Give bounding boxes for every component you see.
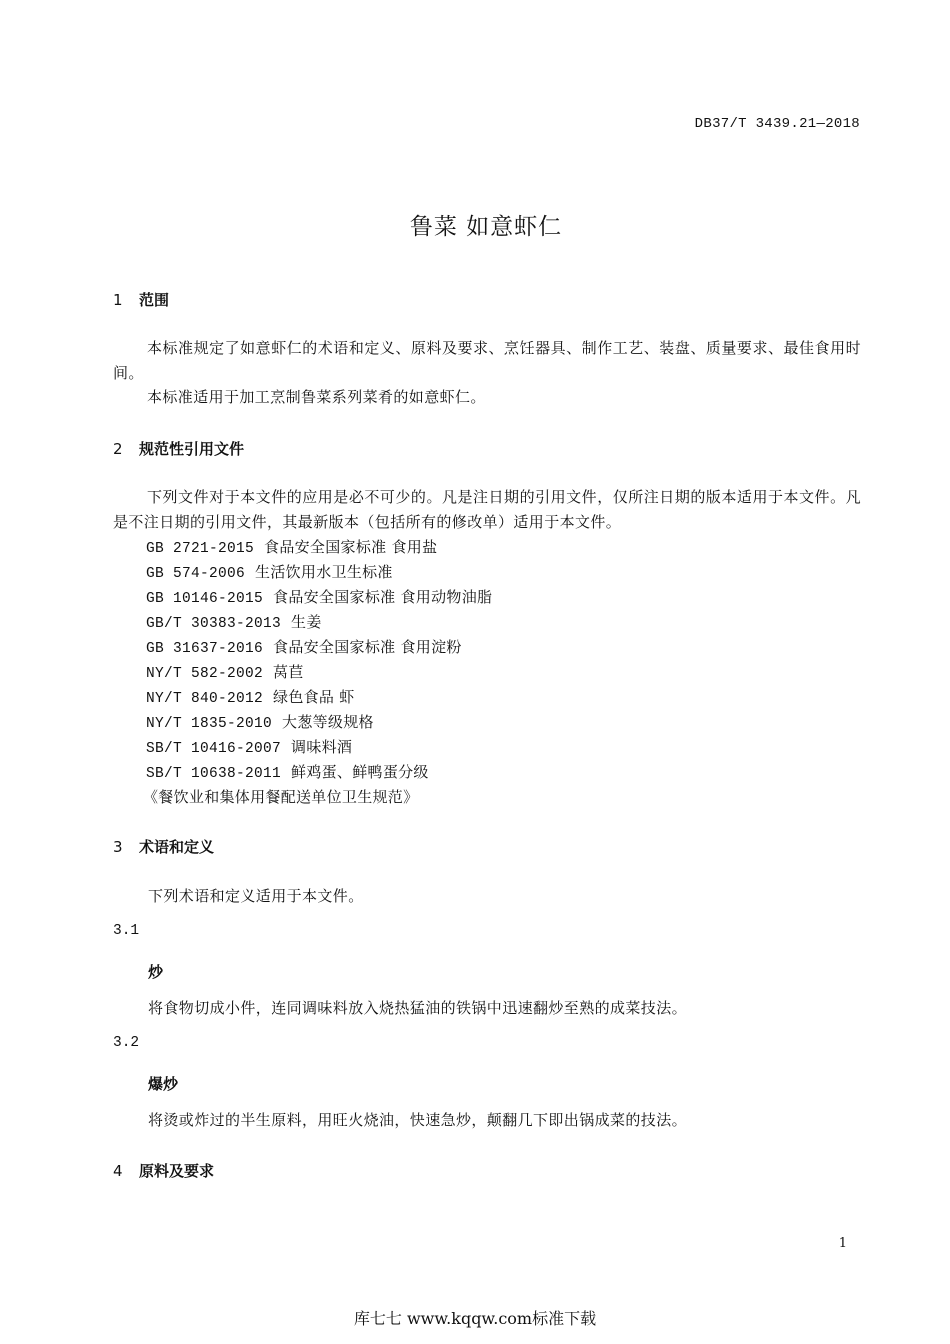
reference-name: 调味料酒 <box>291 738 353 756</box>
page-number: 1 <box>838 1236 847 1251</box>
section-heading-raw-materials <box>113 1160 214 1181</box>
reference-code: GB 2721-2015 <box>146 541 255 557</box>
section-title: 规范性引用文件 <box>139 440 245 458</box>
section-title: 范围 <box>139 291 170 309</box>
reference-code: GB 574-2006 <box>146 566 246 582</box>
terms-intro-paragraph: 下列术语和定义适用于本文件。 <box>148 887 364 905</box>
section-number: 3 <box>113 838 123 856</box>
reference-item <box>146 586 492 607</box>
reference-name: 食品安全国家标准 食用动物油脂 <box>273 588 493 606</box>
term-definition: 将食物切成小件，连同调味料放入烧热猛油的铁锅中迅速翻炒至熟的成菜技法。 <box>148 999 688 1017</box>
reference-name: 鲜鸡蛋、鲜鸭蛋分级 <box>291 763 429 781</box>
section-number: 2 <box>113 440 123 458</box>
scope-paragraph-1: 本标准规定了如意虾仁的术语和定义、原料及要求、烹饪器具、制作工艺、装盘、质量要求、最佳食用时间。 <box>113 339 861 382</box>
reference-name: 生姜 <box>291 613 322 631</box>
section-heading-terms-definitions <box>113 836 214 857</box>
section-heading-scope <box>113 289 169 310</box>
reference-code: NY/T 582-2002 <box>146 666 264 682</box>
reference-item <box>146 536 437 557</box>
reference-code: NY/T 1835-2010 <box>146 716 273 732</box>
reference-name: 食品安全国家标准 食用淀粉 <box>273 638 462 656</box>
reference-code: NY/T 840-2012 <box>146 691 264 707</box>
section-heading-normative-references <box>113 438 244 459</box>
term-name: 炒 <box>148 963 164 981</box>
scope-paragraph-2: 本标准适用于加工烹制鲁菜系列菜肴的如意虾仁。 <box>147 388 486 406</box>
section-number: 4 <box>113 1162 123 1180</box>
reference-item <box>146 761 429 782</box>
reference-item-hygiene-code: 《餐饮业和集体用餐配送单位卫生规范》 <box>143 788 419 806</box>
page-title: 鲁菜 如意虾仁 <box>409 214 563 240</box>
reference-item <box>146 711 374 732</box>
section-title: 术语和定义 <box>139 838 215 856</box>
section-number: 1 <box>113 291 123 309</box>
reference-name: 大葱等级规格 <box>282 713 374 731</box>
footer-watermark: 库七七 www.kqqw.com标准下载 <box>353 1309 597 1328</box>
reference-item <box>146 686 355 707</box>
reference-item <box>146 561 393 582</box>
reference-code: GB 31637-2016 <box>146 641 264 657</box>
section-title: 原料及要求 <box>139 1162 215 1180</box>
term-number: 3.1 <box>113 923 140 939</box>
reference-code: SB/T 10638-2011 <box>146 766 282 782</box>
term-number: 3.2 <box>113 1035 140 1051</box>
reference-item <box>146 736 352 757</box>
term-definition: 将烫或炸过的半生原料，用旺火烧油，快速急炒，颠翻几下即出锅成菜的技法。 <box>148 1111 688 1129</box>
term-name: 爆炒 <box>148 1075 179 1093</box>
reference-code: GB/T 30383-2013 <box>146 616 282 632</box>
reference-name: 莴苣 <box>273 663 304 681</box>
document-code: DB37/T 3439.21—2018 <box>694 116 860 132</box>
reference-code: GB 10146-2015 <box>146 591 264 607</box>
reference-code: SB/T 10416-2007 <box>146 741 282 757</box>
reference-name: 生活饮用水卫生标准 <box>255 563 393 581</box>
reference-name: 绿色食品 虾 <box>273 688 355 706</box>
reference-name: 食品安全国家标准 食用盐 <box>264 538 438 556</box>
reference-item <box>146 636 462 657</box>
reference-item <box>146 661 304 682</box>
reference-item <box>146 611 322 632</box>
references-intro-paragraph: 下列文件对于本文件的应用是必不可少的。凡是注日期的引用文件，仅所注日期的版本适用于本文件。凡是不注日期的引用文件，其最新版本（包括所有的修改单）适用于本文件。 <box>113 488 861 531</box>
